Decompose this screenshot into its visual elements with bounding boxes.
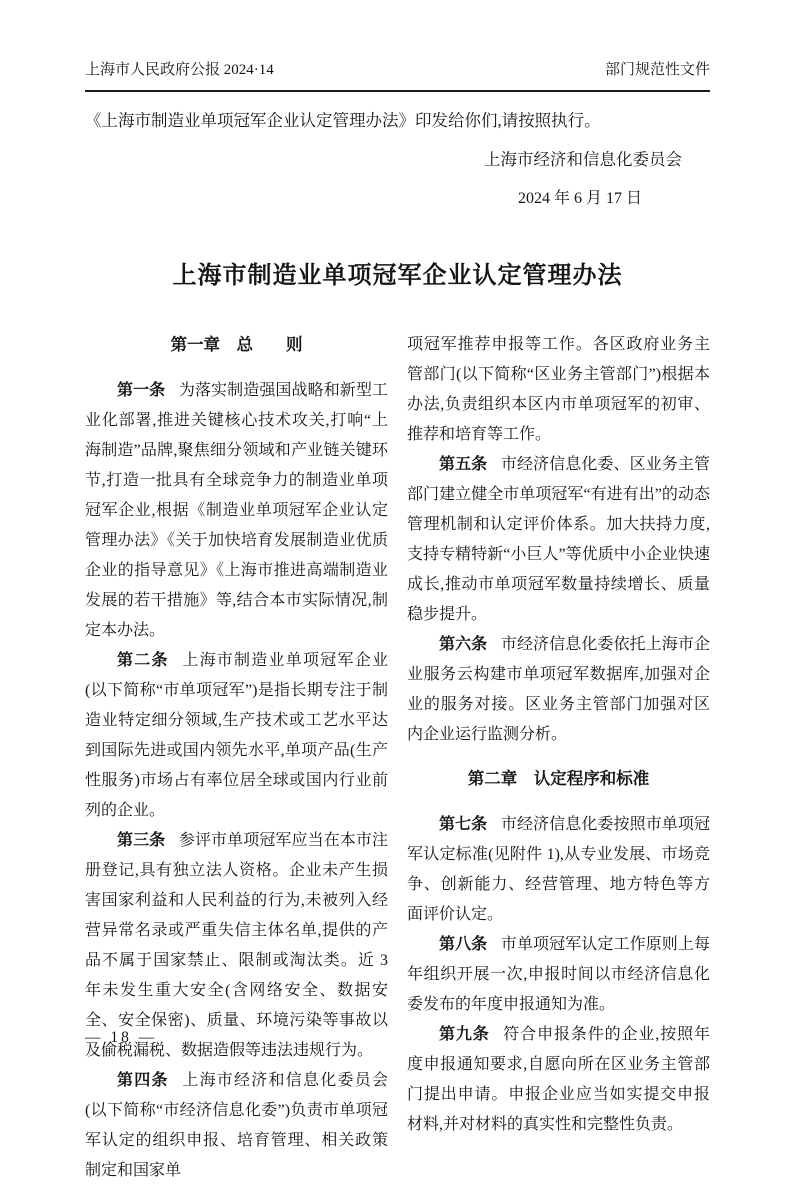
article-7-text: 市经济信息化委按照市单项冠军认定标准(见附件 1),从专业发展、市场竞争、创新能力、经营管理、地方特色等方面评价认定。 <box>407 816 710 923</box>
article-6-text: 市经济信息化委依托上海市企业服务云构建市单项冠军数据库,加强对企业的服务对接。区业务主管部门加强对区内企业运行监测分析。 <box>407 636 710 743</box>
gazette-title: 上海市人民政府公报 2024·14 <box>85 62 274 78</box>
article-5 <box>407 450 710 630</box>
article-5-text: 市经济信息化委、区业务主管部门建立健全市单项冠军“有进有出”的动态管理机制和认定评价体系。加大扶持力度,支持专精特新“小巨人”等优质中小企业快速成长,推动市单项冠军数量持续增长、质量稳步提升。 <box>407 456 710 623</box>
article-6-number: 第六条 <box>439 636 488 653</box>
issuer-signature: 上海市经济和信息化委员会 <box>484 150 682 169</box>
two-column-body <box>85 330 710 1186</box>
chapter-1-heading: 第一章 总 则 <box>170 335 303 354</box>
article-7-number: 第七条 <box>439 816 488 833</box>
article-3-number: 第三条 <box>117 832 166 849</box>
page-number: — 18 — <box>85 1029 158 1046</box>
document-title: 上海市制造业单项冠军企业认定管理办法 <box>172 262 623 289</box>
article-8 <box>407 930 710 1020</box>
article-2-number: 第二条 <box>117 652 169 669</box>
article-8-text: 市单项冠军认定工作原则上每年组织开展一次,申报时间以市经济信息化委发布的年度申报通知为准。 <box>407 936 710 1013</box>
article-1-number: 第一条 <box>117 382 166 399</box>
article-9 <box>407 1020 710 1140</box>
article-4 <box>85 1066 388 1186</box>
article-9-number: 第九条 <box>439 1026 490 1043</box>
section-label: 部门规范性文件 <box>604 62 710 78</box>
article-8-number: 第八条 <box>439 936 488 953</box>
article-5-number: 第五条 <box>439 456 488 473</box>
column-right <box>407 330 710 1186</box>
article-1-text: 为落实制造强国战略和新型工业化部署,推进关键核心技术攻关,打响“上海制造”品牌,聚焦细分领域和产业链关键环节,打造一批具有全球竞争力的制造业单项冠军企业,根据《制造业单项冠军企业认定管理办法》《关于加快培育发展制造业优质企业的指导意见》《上海市推进高端制造业发展的若干措施》等,结合本市实际情况,制定本办法。 <box>85 382 388 639</box>
article-2 <box>85 646 388 826</box>
issue-date: 2024 年 6 月 17 日 <box>517 190 642 207</box>
article-9-text: 符合申报条件的企业,按照年度申报通知要求,自愿向所在区业务主管部门提出申请。申报企业应当如实提交申报材料,并对材料的真实性和完整性负责。 <box>407 1026 710 1133</box>
article-4-text: 上海市经济和信息化委员会(以下简称“市经济信息化委”)负责市单项冠军认定的组织申报、培育管理、相关政策制定和国家单 <box>85 1072 388 1179</box>
article-7 <box>407 810 710 930</box>
article-3-text: 参评市单项冠军应当在本市注册登记,具有独立法人资格。企业未产生损害国家利益和人民利益的行为,未被列入经营异常名录或严重失信主体名单,提供的产品不属于国家禁止、限制或淘汰类。近 3 年未发生重大安全(含网络安全、数据安全、安全保密)、质量、环境污染等事故以及偷税漏税、数据造假等违法违规行为。 <box>85 832 388 1059</box>
article-6 <box>407 630 710 750</box>
chapter-2-heading: 第二章 认定程序和标准 <box>467 769 650 788</box>
article-1 <box>85 376 388 646</box>
article-4-continuation: 项冠军推荐申报等工作。各区政府业务主管部门(以下简称“区业务主管部门”)根据本办法,负责组织本区内市单项冠军的初审、推荐和培育等工作。 <box>407 336 710 443</box>
column-left <box>85 330 388 1186</box>
notice-text: 《上海市制造业单项冠军企业认定管理办法》印发给你们,请按照执行。 <box>85 111 601 130</box>
article-2-text: 上海市制造业单项冠军企业(以下简称“市单项冠军”)是指长期专注于制造业特定细分领域,生产技术或工艺水平达到国际先进或国内领先水平,单项产品(生产性服务)市场占有率位居全球或国内行业前列的企业。 <box>85 652 388 819</box>
page-header <box>85 58 710 92</box>
article-4-number: 第四条 <box>117 1072 169 1089</box>
